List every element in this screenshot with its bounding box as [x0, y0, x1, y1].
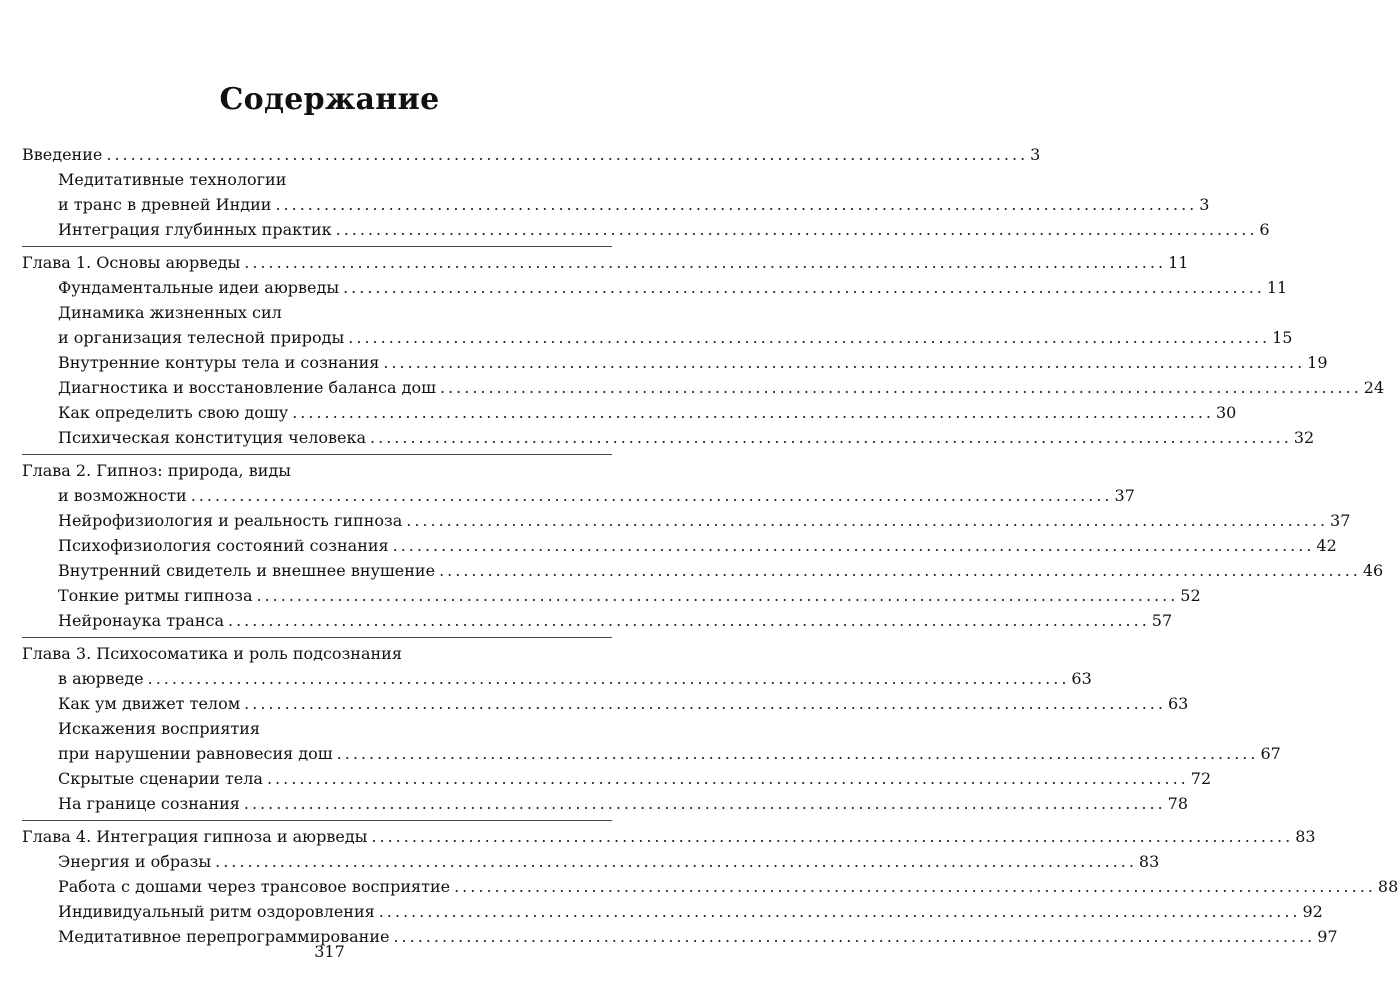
toc-entry-label: Тонкие ритмы гипноза: [58, 586, 253, 605]
toc-entry-page: 6: [1259, 220, 1270, 239]
toc-entry-page: 37: [1114, 486, 1135, 505]
dot-leader: ..................................................................................................................: [275, 195, 1198, 214]
toc-chapter-2[interactable]: [22, 458, 612, 483]
toc-entry-page: 97: [1317, 927, 1338, 946]
toc-entry-page: 83: [1295, 827, 1316, 846]
dot-leader: ..................................................................................................................: [243, 794, 1166, 813]
toc-entry[interactable]: [22, 533, 1337, 558]
toc-entry[interactable]: [22, 741, 1281, 766]
toc-entry[interactable]: [22, 300, 612, 325]
toc-entry-label: в аюрведе: [58, 669, 144, 688]
toc-entry-page: 42: [1316, 536, 1337, 555]
toc-entry-label: Фундаментальные идеи аюрведы: [58, 278, 340, 297]
toc-entry-page: 78: [1167, 794, 1189, 813]
dot-leader: ..................................................................................................................: [370, 428, 1292, 447]
toc-entry-page: 67: [1260, 744, 1281, 763]
toc-entry-page: 11: [1168, 253, 1189, 272]
toc-entry-page: 11: [1266, 278, 1288, 297]
dot-leader: ..................................................................................................................: [147, 669, 1070, 688]
toc-entry-page: 63: [1071, 669, 1092, 688]
toc-entry[interactable]: [22, 483, 1135, 508]
dot-leader: ..................................................................................................................: [244, 694, 1166, 713]
toc-entry[interactable]: [22, 766, 1212, 791]
toc-entry-label: Глава 2. Гипноз: природа, виды: [22, 461, 291, 480]
toc-entry-label: Внутренний свидетель и внешнее внушение: [58, 561, 436, 580]
toc-entry-page: 19: [1307, 353, 1328, 372]
toc-entry-page: 24: [1363, 378, 1385, 397]
toc-entry-page: 88: [1377, 877, 1398, 896]
dot-leader: ..................................................................................................................: [336, 744, 1259, 763]
toc-entry-page: 72: [1190, 769, 1212, 788]
toc-entry[interactable]: [22, 666, 1092, 691]
dot-leader: ..................................................................................................................: [343, 278, 1265, 297]
section-divider: [22, 454, 612, 455]
toc-entry-label: Скрытые сценарии тела: [58, 769, 263, 788]
toc-entry[interactable]: [22, 608, 1173, 633]
toc-entry-label: при нарушении равновесия дош: [58, 744, 333, 763]
toc-entry[interactable]: [22, 508, 1351, 533]
dot-leader: ..................................................................................................................: [393, 927, 1316, 946]
toc-entry-page: 15: [1272, 328, 1293, 347]
toc-entry-page: 30: [1216, 403, 1237, 422]
page-number: 317: [314, 942, 345, 961]
toc-entry-label: Нейрофизиология и реальность гипноза: [58, 511, 403, 530]
toc-entry[interactable]: [22, 275, 1288, 300]
toc-entry[interactable]: [22, 849, 1160, 874]
dot-leader: ..................................................................................................................: [292, 403, 1214, 422]
toc-entry-page: 3: [1030, 145, 1041, 164]
toc-entry-label: Как определить свою дошу: [58, 403, 289, 422]
toc-chapter-1[interactable]: [22, 250, 1189, 275]
toc-entry-page: 92: [1302, 902, 1323, 921]
toc-entry-page: 63: [1167, 694, 1189, 713]
toc-entry[interactable]: [22, 350, 1328, 375]
toc-entry-label: На границе сознания: [58, 794, 240, 813]
dot-leader: ..................................................................................................................: [228, 611, 1150, 630]
toc-entry-page: 32: [1293, 428, 1315, 447]
toc-entry-label: Диагностика и восстановление баланса дош: [58, 378, 436, 397]
toc-entry-label: Психофизиология состояний сознания: [58, 536, 389, 555]
toc-entry-label: Динамика жизненных сил: [58, 303, 282, 322]
dot-leader: ..................................................................................................................: [378, 902, 1301, 921]
toc-entry-label: и транс в древней Индии: [58, 195, 272, 214]
section-divider: [22, 637, 612, 638]
dot-leader: ..................................................................................................................: [256, 586, 1179, 605]
toc-entry[interactable]: [22, 791, 1189, 816]
toc-entry-page: 46: [1362, 561, 1384, 580]
dot-leader: ..................................................................................................................: [244, 253, 1167, 272]
dot-leader: ..................................................................................................................: [454, 877, 1376, 896]
toc-entry[interactable]: [22, 375, 1385, 400]
toc-entry-label: Психическая конституция человека: [58, 428, 367, 447]
toc-entry-page: 57: [1151, 611, 1173, 630]
toc-entry[interactable]: [22, 400, 1237, 425]
toc-entry-label: и организация телесной природы: [58, 328, 345, 347]
toc-entry-label: Медитативное перепрограммирование: [58, 927, 390, 946]
toc-entry[interactable]: [22, 874, 1398, 899]
toc-entry-label: Медитативные технологии: [58, 170, 287, 189]
dot-leader: ..................................................................................................................: [406, 511, 1329, 530]
toc-entry-label: Интеграция глубинных практик: [58, 220, 332, 239]
toc-chapter-3[interactable]: [22, 641, 612, 666]
toc-entry-label: Введение: [22, 145, 103, 164]
section-divider: [22, 820, 612, 821]
toc-entry-label: Работа с дошами через трансовое восприятие: [58, 877, 451, 896]
toc-entry-label: Внутренние контуры тела и сознания: [58, 353, 380, 372]
toc-entry-label: Нейронаука транса: [58, 611, 224, 630]
dot-leader: ..................................................................................................................: [190, 486, 1113, 505]
toc-entry-page: 37: [1330, 511, 1351, 530]
toc-entry-label: Глава 4. Интеграция гипноза и аюрведы: [22, 827, 368, 846]
dot-leader: ..................................................................................................................: [371, 827, 1294, 846]
section-divider: [22, 246, 612, 247]
dot-leader: ..................................................................................................................: [266, 769, 1189, 788]
dot-leader: ..................................................................................................................: [348, 328, 1271, 347]
dot-leader: ..................................................................................................................: [439, 561, 1361, 580]
dot-leader: ..................................................................................................................: [335, 220, 1258, 239]
toc-entry-intro[interactable]: [22, 142, 1041, 167]
toc-entry[interactable]: [22, 716, 612, 741]
dot-leader: ..................................................................................................................: [106, 145, 1029, 164]
toc-entry-page: 52: [1180, 586, 1201, 605]
toc-entry-page: 83: [1138, 852, 1160, 871]
dot-leader: ..................................................................................................................: [440, 378, 1362, 397]
toc-entry-label: Как ум движет телом: [58, 694, 241, 713]
toc-entry[interactable]: [22, 899, 1323, 924]
dot-leader: ..................................................................................................................: [215, 852, 1137, 871]
toc-entry-label: Глава 1. Основы аюрведы: [22, 253, 241, 272]
toc-chapter-4[interactable]: [22, 824, 1316, 849]
toc-entry[interactable]: [22, 425, 1315, 450]
toc-entry[interactable]: [22, 217, 1270, 242]
toc-entry-label: Индивидуальный ритм оздоровления: [58, 902, 375, 921]
toc-entry[interactable]: [22, 167, 612, 192]
dot-leader: ..................................................................................................................: [392, 536, 1315, 555]
toc-entry-label: и возможности: [58, 486, 187, 505]
table-of-contents: [22, 142, 1398, 949]
toc-entry-page: 3: [1199, 195, 1210, 214]
toc-entry[interactable]: [22, 691, 1189, 716]
toc-entry[interactable]: [22, 325, 1293, 350]
dot-leader: ..................................................................................................................: [383, 353, 1306, 372]
toc-entry[interactable]: [22, 583, 1201, 608]
toc-entry-label: Глава 3. Психосоматика и роль подсознания: [22, 644, 402, 663]
page-title: Содержание: [219, 82, 440, 117]
toc-entry[interactable]: [22, 558, 1384, 583]
toc-entry-label: Энергия и образы: [58, 852, 212, 871]
toc-entry[interactable]: [22, 192, 1210, 217]
toc-entry-label: Искажения восприятия: [58, 719, 261, 738]
